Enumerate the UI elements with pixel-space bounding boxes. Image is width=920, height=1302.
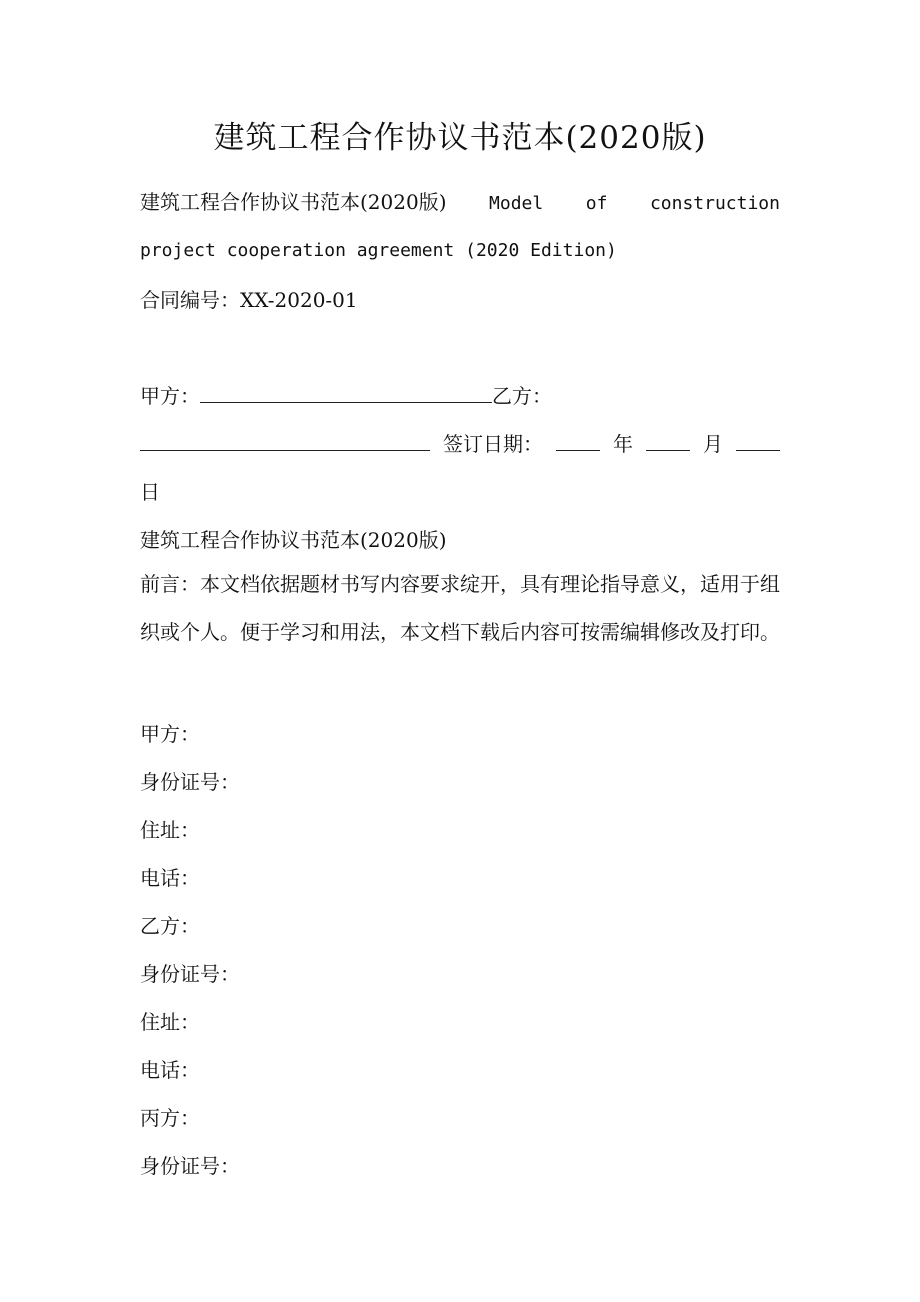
field-party-c: 丙方： xyxy=(140,1106,200,1130)
party-b-blank[interactable] xyxy=(140,450,430,451)
month-blank[interactable] xyxy=(646,450,690,451)
preface-paragraph: 前言：本文档依据题材书写内容要求绽开，具有理论指导意义，适用于组织或个人。便于学习和用法，本文档下载后内容可按需编辑修改及打印。 xyxy=(140,572,780,644)
date-label: 签订日期： xyxy=(443,432,543,456)
party-b-label: 乙方： xyxy=(492,384,552,408)
subtitle-en-word: construction xyxy=(649,193,780,214)
day-blank[interactable] xyxy=(736,450,780,451)
month-label: 月 xyxy=(703,432,723,456)
field-phone: 电话： xyxy=(140,866,200,890)
day-label: 日 xyxy=(140,480,160,504)
year-blank[interactable] xyxy=(556,450,600,451)
document-title: 建筑工程合作协议书范本(2020版) xyxy=(213,120,707,156)
party-a-blank[interactable] xyxy=(200,402,492,403)
signing-parties-line xyxy=(140,380,552,409)
field-id-number: 身份证号： xyxy=(140,1154,240,1178)
subtitle-en-word: of xyxy=(585,193,608,214)
contract-number xyxy=(140,284,358,313)
subtitle-cn: 建筑工程合作协议书范本(2020版) xyxy=(140,190,447,214)
field-party-a: 甲方： xyxy=(140,722,200,746)
signing-date-line xyxy=(140,428,780,457)
subtitle-en-word: Model xyxy=(489,193,544,214)
contract-number-text: 合同编号：XX-2020-01 xyxy=(140,288,358,312)
field-party-b: 乙方： xyxy=(140,914,200,938)
subtitle-line-1 xyxy=(140,186,780,215)
subtitle-line-2: project cooperation agreement (2020 Edition) xyxy=(140,240,617,261)
field-address: 住址： xyxy=(140,1010,200,1034)
field-id-number: 身份证号： xyxy=(140,962,240,986)
field-phone: 电话： xyxy=(140,1058,200,1082)
field-id-number: 身份证号： xyxy=(140,770,240,794)
party-a-label: 甲方： xyxy=(140,384,200,408)
field-address: 住址： xyxy=(140,818,200,842)
body-heading: 建筑工程合作协议书范本(2020版) xyxy=(140,528,447,552)
year-label: 年 xyxy=(613,432,633,456)
